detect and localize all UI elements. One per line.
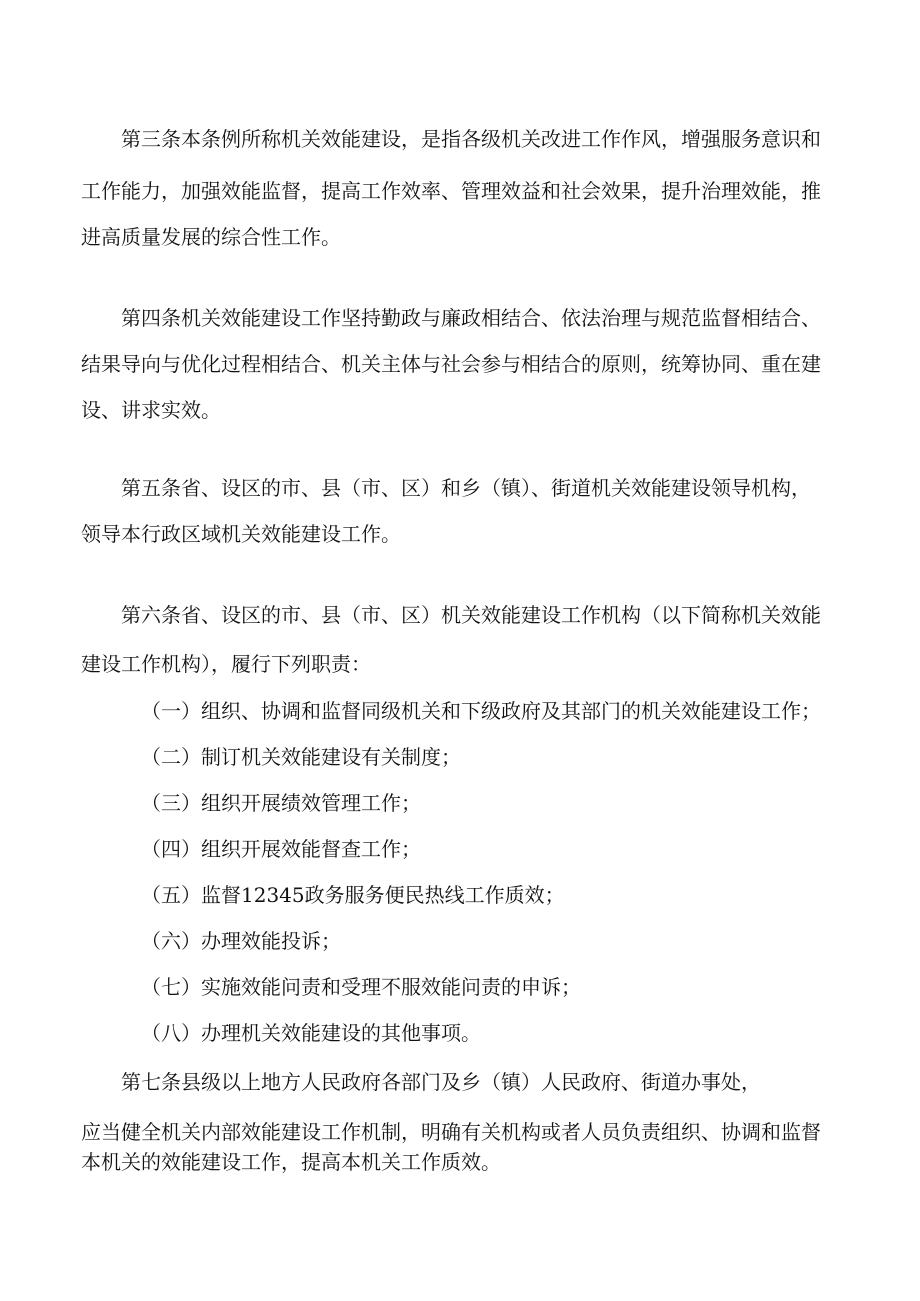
article-4-line-1: 第四条机关效能建设工作坚持勤政与廉政相结合、依法治理与规范监督相结合、 bbox=[121, 306, 821, 330]
article-5-line-2: 领导本行政区域机关效能建设工作。 bbox=[81, 522, 401, 546]
article-4-line-3: 设、讲求实效。 bbox=[81, 398, 221, 422]
article-6-line-2: 建设工作机构），履行下列职责： bbox=[81, 652, 371, 676]
article-6-item-4: （四）组织开展效能督查工作； bbox=[141, 837, 421, 861]
article-6-item-5: （五）监督12345政务服务便民热线工作质效； bbox=[141, 883, 565, 907]
article-4-line-2: 结果导向与优化过程相结合、机关主体与社会参与相结合的原则，统筹协同、重在建 bbox=[81, 352, 821, 376]
article-6-item-3: （三）组织开展绩效管理工作； bbox=[141, 791, 421, 815]
article-7-line-2: 应当健全机关内部效能建设工作机制，明确有关机构或者人员负责组织、协调和监督 bbox=[81, 1120, 821, 1144]
article-6-item-2: （二）制订机关效能建设有关制度； bbox=[141, 745, 461, 769]
article-7-line-1: 第七条县级以上地方人民政府各部门及乡（镇）人民政府、街道办事处， bbox=[121, 1070, 761, 1094]
article-6-item-6: （六）办理效能投诉； bbox=[141, 929, 341, 953]
article-5-line-1: 第五条省、设区的市、县（市、区）和乡（镇）、街道机关效能建设领导机构， bbox=[121, 476, 811, 500]
article-6-item-8: （八）办理机关效能建设的其他事项。 bbox=[141, 1021, 481, 1045]
article-6-item-1: （一）组织、协调和监督同级机关和下级政府及其部门的机关效能建设工作； bbox=[141, 699, 821, 723]
article-6-line-1: 第六条省、设区的市、县（市、区）机关效能建设工作机构（以下简称机关效能 bbox=[121, 603, 821, 627]
article-3-line-3: 进高质量发展的综合性工作。 bbox=[81, 225, 341, 249]
article-6-item-7: （七）实施效能问责和受理不服效能问责的申诉； bbox=[141, 975, 581, 999]
article-3-line-2: 工作能力，加强效能监督，提高工作效率、管理效益和社会效果，提升治理效能，推 bbox=[81, 179, 821, 203]
article-3-line-1: 第三条本条例所称机关效能建设，是指各级机关改进工作作风，增强服务意识和 bbox=[121, 127, 821, 151]
article-7-line-3: 本机关的效能建设工作，提高本机关工作质效。 bbox=[81, 1150, 501, 1174]
